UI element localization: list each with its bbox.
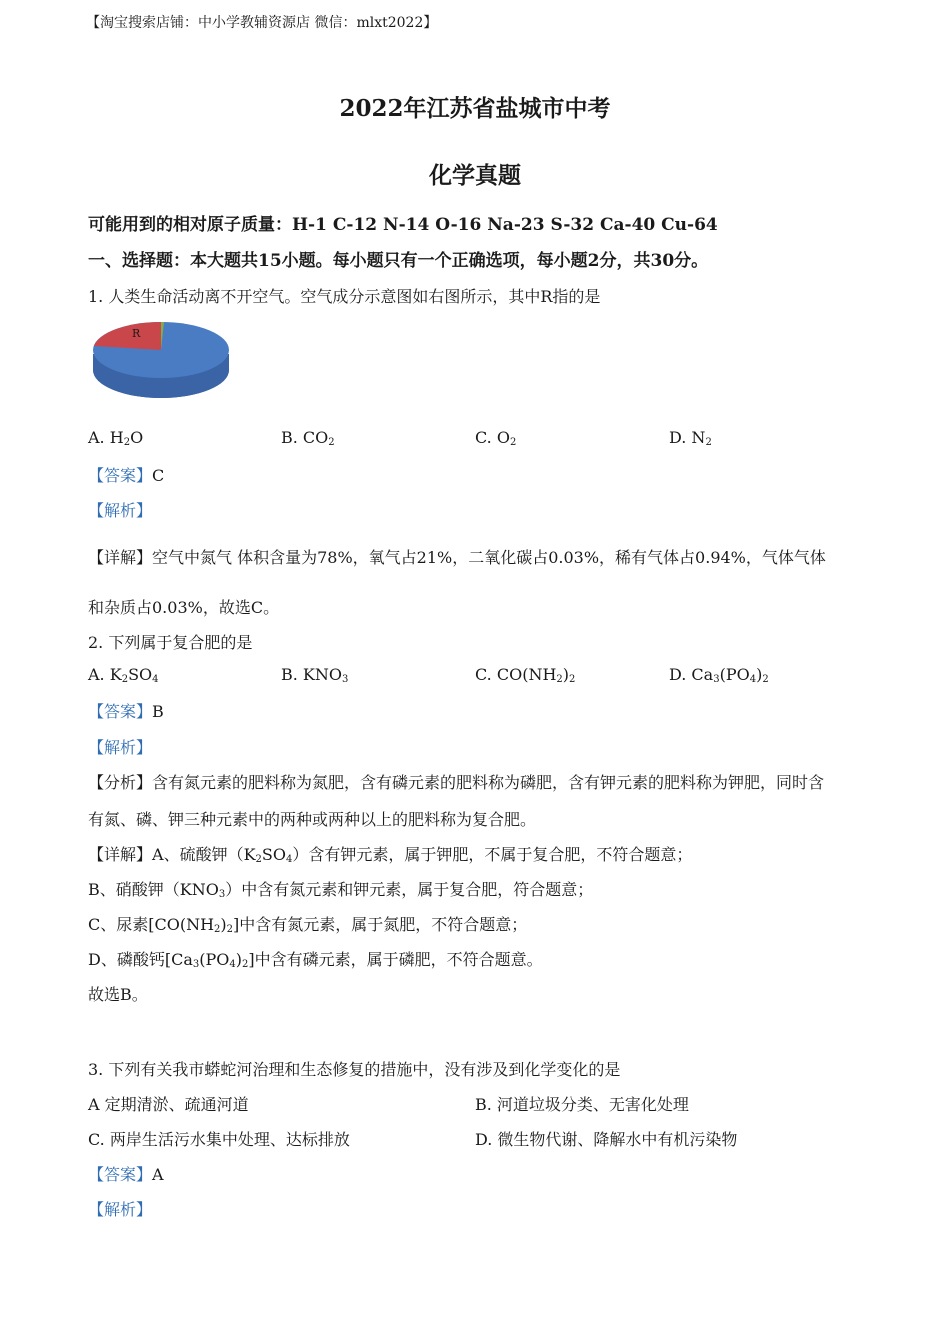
q2-analysis-label: 【解析】 [88, 738, 153, 757]
pie-segment-r [94, 322, 161, 350]
q2-fenxi-line-2: 有氮、磷、钾三种元素中的两种或两种以上的肥料称为复合肥。 [88, 810, 537, 829]
atomic-mass-line: 可能用到的相对原子质量：H-1 C-12 N-14 O-16 Na-23 S-32 Ca-40 Cu-64 [88, 215, 718, 235]
q3-option-c[interactable]: C. 两岸生活污水集中处理、达标排放 [88, 1130, 350, 1149]
q1-answer: 【答案】C [88, 466, 165, 485]
q2-detail-c: C、尿素$[CO(NH_2)_2]$中含有氮元素，属于氮肥，不符合题意； [88, 915, 528, 935]
q2-option-a[interactable]: A. $K_2SO_4$ [88, 665, 159, 685]
q3-option-b[interactable]: B. 河道垃圾分类、无害化处理 [475, 1095, 689, 1114]
q2-fenxi-line-1: 【分析】含有氮元素的肥料称为氮肥，含有磷元素的肥料称为磷肥，含有钾元素的肥料称为钾肥，同时含 [88, 773, 825, 792]
q2-detail-d: D、磷酸钙$[Ca_3(PO_4)_2]$中含有磷元素，属于磷肥，不符合题意。 [88, 950, 543, 970]
q1-option-b[interactable]: B. $CO_2$ [281, 428, 335, 448]
q3-option-d[interactable]: D. 微生物代谢、降解水中有机污染物 [475, 1130, 738, 1149]
q2-option-b[interactable]: B. $KNO_3$ [281, 665, 349, 685]
q1-option-a[interactable]: A. $H_2O$ [88, 428, 144, 448]
page-title: 2022年江苏省盐城市中考 [339, 95, 611, 122]
q2-option-c[interactable]: C. $CO(NH_2)_2$ [475, 665, 576, 685]
air-composition-pie-chart [88, 314, 234, 406]
question-1-stem: 1. 人类生命活动离不开空气。空气成分示意图如右图所示，其中R指的是 [88, 287, 601, 306]
q1-option-c[interactable]: C. $O_2$ [475, 428, 517, 448]
section-heading: 一、选择题：本大题共15小题。每小题只有一个正确选项，每小题2分，共30分。 [88, 251, 709, 271]
q2-detail-b: B、硝酸钾$(KNO_3)$中含有氮元素和钾元素，属于复合肥，符合题意； [88, 880, 594, 900]
header-banner: 【淘宝搜索店铺：中小学教辅资源店 微信：mlxt2022】 [86, 15, 438, 31]
q3-answer: 【答案】A [88, 1165, 164, 1184]
q2-detail-a: 【详解】A、硫酸钾$(K_2SO_4)$含有钾元素，属于钾肥，不属于复合肥，不符合题意； [88, 845, 693, 865]
q2-option-d[interactable]: D. $Ca_3(PO_4)_2$ [669, 665, 769, 685]
q3-option-a[interactable]: A 定期清淤、疏通河道 [88, 1095, 249, 1114]
q2-conclusion: 故选B。 [88, 985, 148, 1004]
question-3-stem: 3. 下列有关我市蟒蛇河治理和生态修复的措施中，没有涉及到化学变化的是 [88, 1060, 621, 1079]
q3-analysis-label: 【解析】 [88, 1200, 153, 1219]
page-subtitle: 化学真题 [429, 162, 521, 189]
q1-detail-line-2: 和杂质占0.03%，故选C。 [88, 598, 280, 617]
q1-option-d[interactable]: D. $N_2$ [669, 428, 712, 448]
question-2-stem: 2. 下列属于复合肥的是 [88, 633, 253, 652]
q1-analysis-label: 【解析】 [88, 501, 153, 520]
pie-label-r: R [132, 327, 141, 340]
q1-detail-line-1: 【详解】空气中氮气 体积含量为78%，氧气占21%，二氧化碳占0.03%，稀有气体占0.94%，气体气体 [88, 548, 826, 567]
q2-answer: 【答案】B [88, 702, 164, 721]
